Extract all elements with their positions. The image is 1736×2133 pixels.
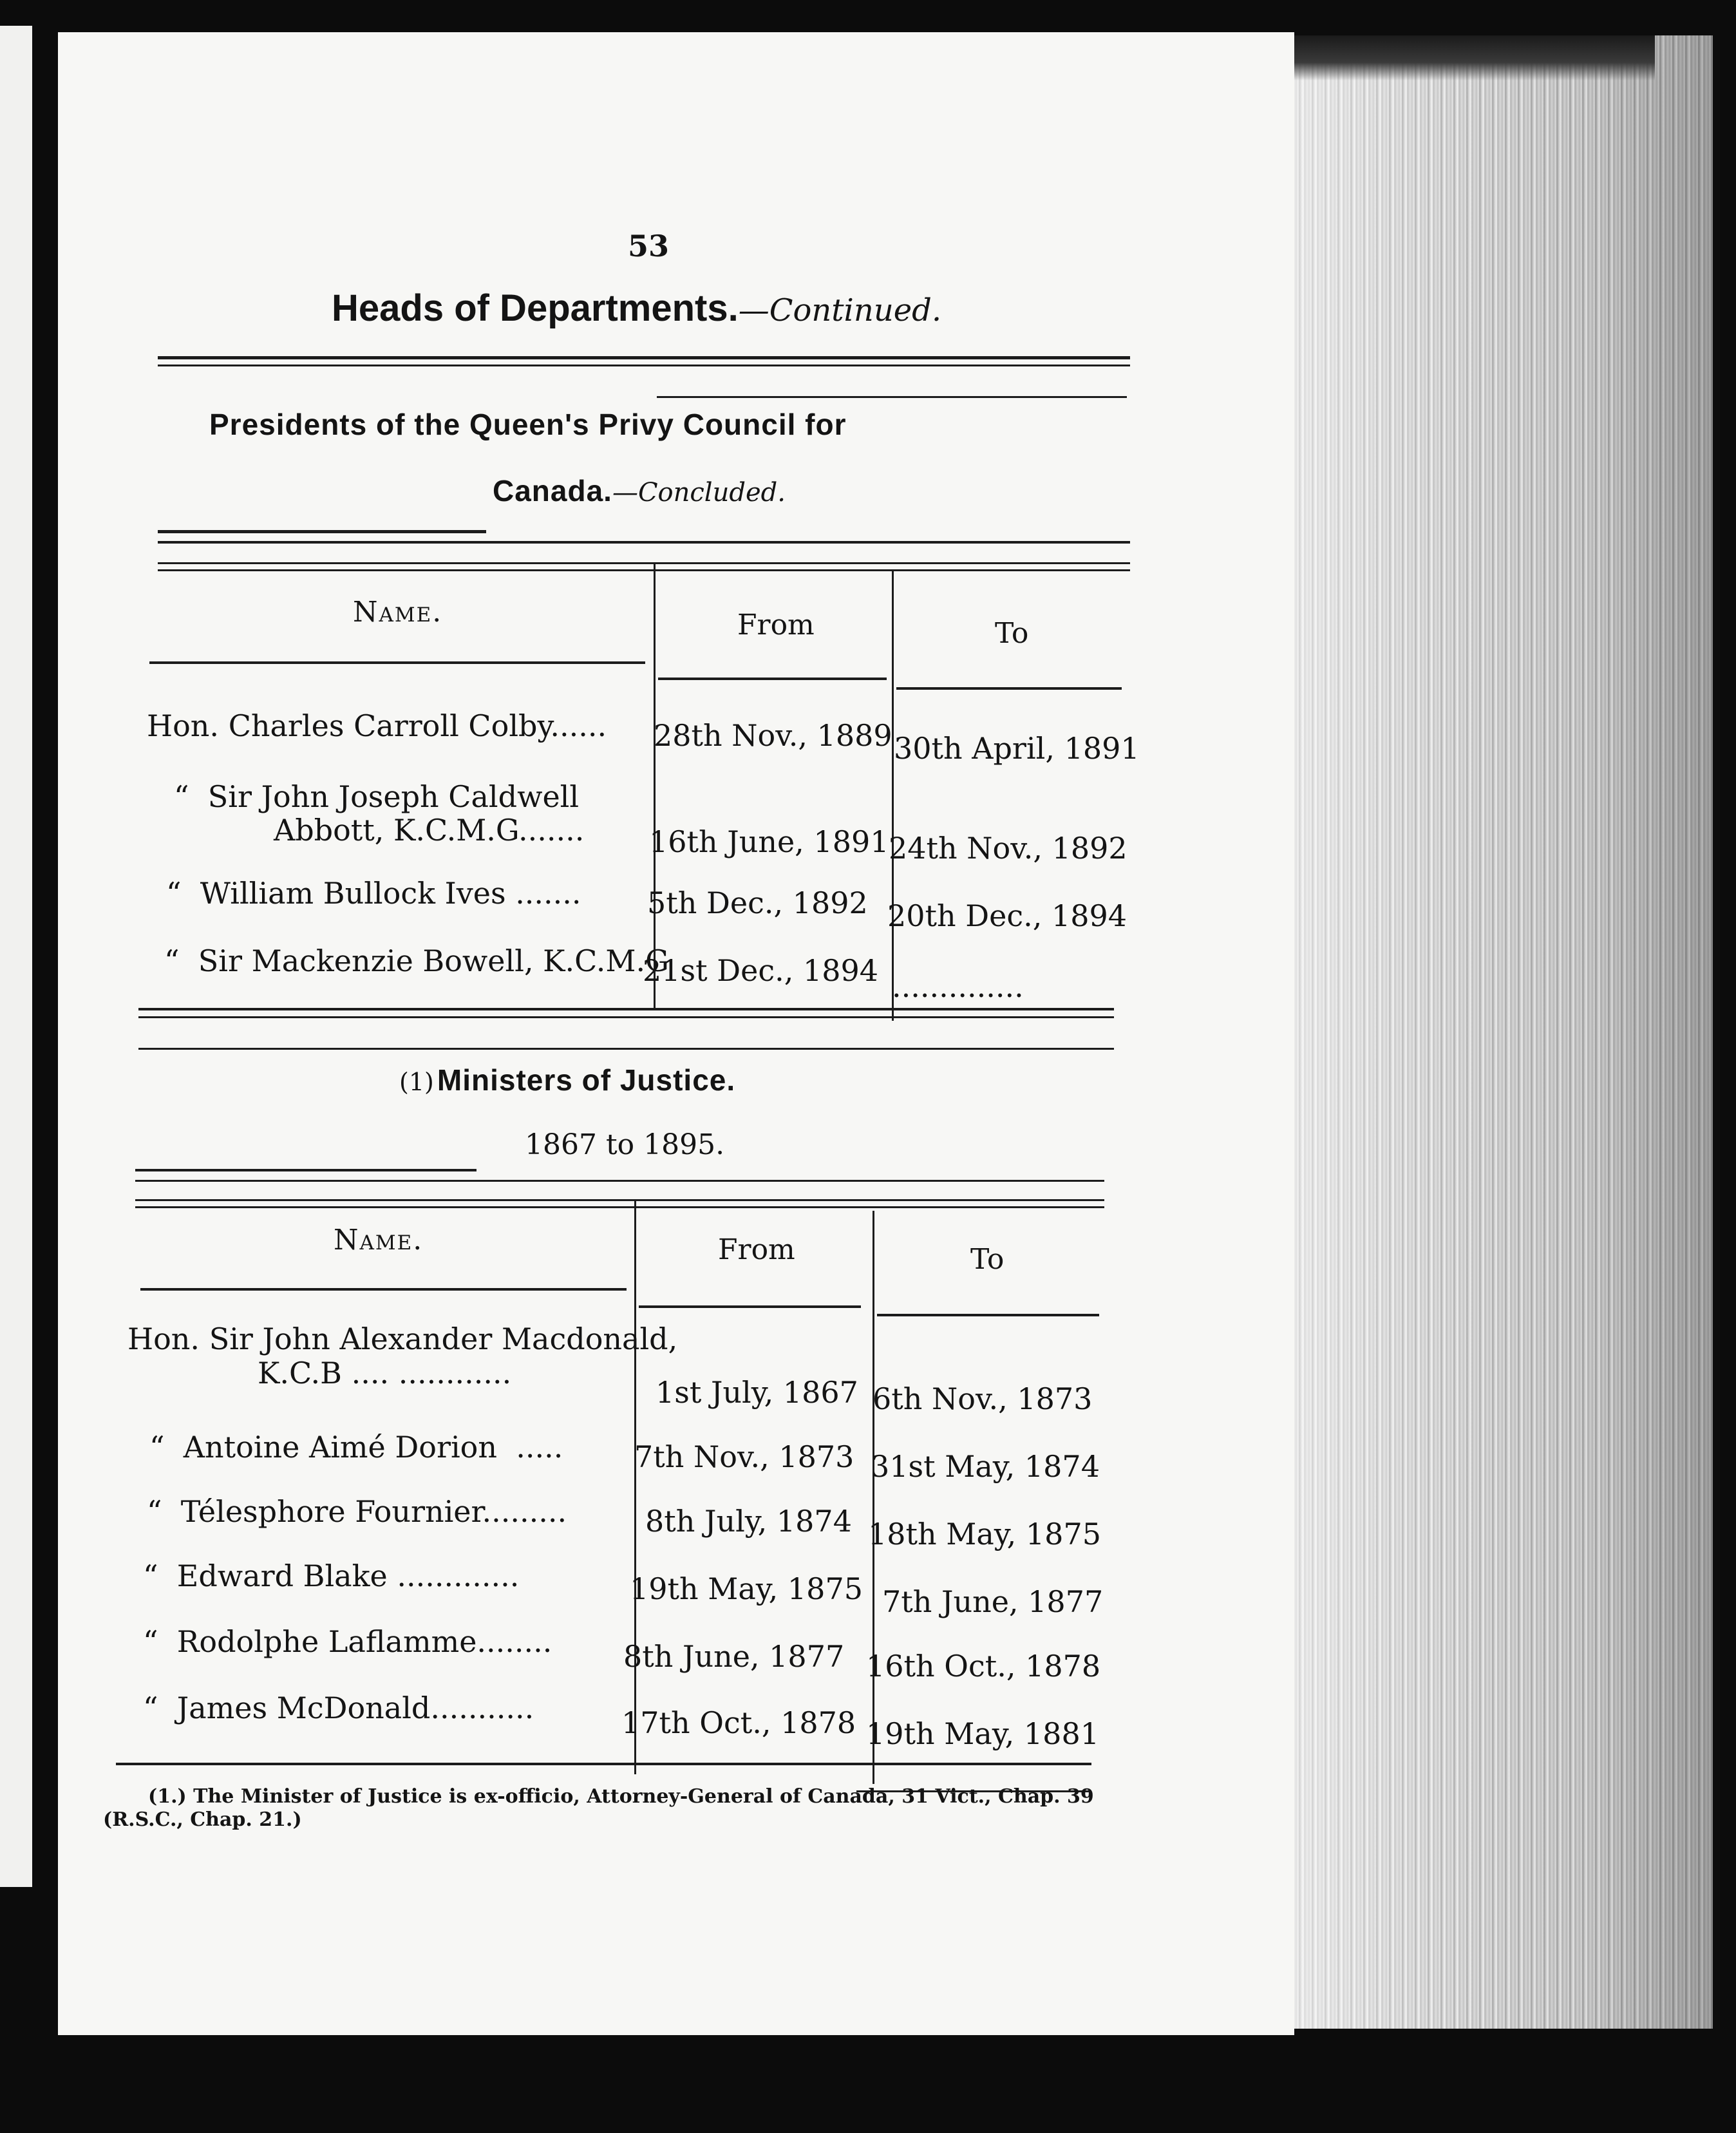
row-from: 8th June, 1877	[623, 1639, 845, 1674]
row-to: 20th Dec., 1894	[887, 898, 1127, 933]
row-to: 18th May, 1875	[868, 1517, 1101, 1551]
row-from: 8th July, 1874	[645, 1504, 852, 1539]
double-rule-top	[158, 356, 1130, 359]
row-leader: .............	[397, 1559, 520, 1593]
row-name: Charles Carroll Colby	[228, 708, 551, 743]
justice-bottom-rule	[116, 1763, 1091, 1765]
row-name: Sir John Joseph Caldwell	[207, 779, 580, 814]
row-to: 16th Oct., 1878	[866, 1649, 1101, 1683]
presidents-header-rule-from	[658, 678, 887, 680]
presidents-header-rule-to	[896, 687, 1122, 690]
row-from: 19th May, 1875	[630, 1571, 863, 1606]
presidents-bottom-rule-a	[138, 1008, 1114, 1010]
running-head	[332, 287, 941, 330]
presidents-rule-d	[158, 569, 1130, 571]
table-row	[174, 779, 579, 814]
row-prefix: “	[147, 1494, 162, 1529]
table-row-continuation	[258, 1356, 511, 1390]
presidents-title-suffix: —Concluded.	[612, 478, 786, 507]
row-leader: .......	[515, 876, 581, 911]
row-leader: ........	[476, 1624, 552, 1659]
presidents-bottom-rule-c	[138, 1048, 1114, 1050]
row-prefix: Hon.	[127, 1322, 200, 1356]
row-name: Télesphore Fournier	[180, 1494, 482, 1529]
row-prefix: “	[143, 1624, 158, 1659]
row-prefix: “	[164, 943, 180, 978]
justice-header-rule-name	[140, 1288, 627, 1291]
table-row	[127, 1322, 677, 1356]
presidents-rule-b	[158, 541, 1130, 544]
justice-header-rule-from	[639, 1305, 861, 1308]
row-to: 6th Nov., 1873	[873, 1381, 1093, 1416]
presidents-title: Presidents of the Queen's Privy Council for	[209, 408, 847, 441]
justice-header-from: From	[718, 1233, 795, 1266]
justice-col-divider-2	[873, 1211, 874, 1784]
row-to: 31st May, 1874	[871, 1449, 1100, 1484]
row-to: 30th April, 1891	[894, 731, 1140, 766]
row-leader: .........	[482, 1494, 567, 1529]
presidents-rule-a	[158, 530, 486, 533]
presidents-header-to: To	[995, 617, 1029, 650]
justice-header-name: Name.	[334, 1224, 424, 1256]
presidents-header-name: Name.	[353, 596, 443, 629]
table-row	[147, 1494, 567, 1529]
row-to: ..............	[892, 969, 1024, 1004]
row-prefix: “	[143, 1559, 158, 1593]
page-block-shadow	[1294, 35, 1655, 81]
table-row	[149, 1430, 563, 1465]
presidents-bottom-rule-b	[138, 1016, 1114, 1018]
row-prefix: “	[149, 1430, 165, 1465]
row-name: William Bullock Ives	[200, 876, 506, 911]
justice-rule-d	[135, 1206, 1104, 1208]
row-from: 1st July, 1867	[656, 1375, 858, 1410]
row-to: 19th May, 1881	[866, 1716, 1099, 1751]
row-name: Sir Mackenzie Bowell, K.C.M.G	[198, 943, 669, 978]
table-row	[143, 1624, 552, 1659]
row-leader: .......	[518, 813, 585, 848]
justice-header-to: To	[970, 1243, 1005, 1276]
justice-rule-a	[135, 1169, 476, 1171]
justice-header-rule-to	[877, 1314, 1099, 1316]
row-prefix: “	[166, 876, 182, 911]
table-row-continuation	[274, 813, 584, 848]
page-block-edges	[1294, 35, 1713, 2029]
row-from: 5th Dec., 1892	[647, 886, 868, 920]
row-prefix: “	[174, 779, 189, 814]
running-head-title: Heads of Departments.	[332, 287, 739, 329]
row-name: James McDonald	[176, 1691, 431, 1725]
row-name: Sir John Alexander Macdonald,	[209, 1322, 678, 1356]
presidents-rule-c	[158, 562, 1130, 564]
row-prefix: “	[143, 1691, 158, 1725]
justice-rule-b	[135, 1180, 1104, 1182]
row-from: 28th Nov., 1889	[654, 718, 892, 753]
presidents-header-from: From	[737, 609, 815, 641]
justice-title	[399, 1063, 735, 1097]
row-name: Edward Blake	[176, 1559, 388, 1593]
row-name: Rodolphe Laflamme	[176, 1624, 477, 1659]
row-leader: ......	[550, 708, 607, 743]
row-name: Antoine Aimé Dorion	[183, 1430, 497, 1465]
row-name-continued: Abbott, K.C.M.G	[274, 813, 519, 848]
row-to: 24th Nov., 1892	[889, 831, 1127, 866]
row-name-continued: K.C.B	[258, 1356, 342, 1390]
table-row	[143, 1691, 534, 1725]
row-leader: ...........	[430, 1691, 534, 1725]
table-row	[164, 943, 669, 978]
presidents-col-divider-2	[892, 570, 894, 1021]
row-from: 7th Nov., 1873	[634, 1439, 854, 1474]
row-from: 17th Oct., 1878	[621, 1705, 856, 1740]
presidents-header-rule-name	[149, 661, 645, 664]
justice-years: 1867 to 1895.	[525, 1128, 725, 1161]
presidents-title-2	[493, 473, 786, 508]
row-leader: .....	[516, 1430, 563, 1465]
row-from: 21st Dec., 1894	[643, 953, 879, 988]
justice-rule-c	[135, 1199, 1104, 1201]
row-to: 7th June, 1877	[882, 1584, 1104, 1619]
footnote-line-2: (R.S.C., Chap. 21.)	[103, 1808, 302, 1831]
running-head-continued: —Continued.	[738, 292, 942, 328]
row-prefix: Hon.	[147, 708, 220, 743]
table-row	[147, 708, 607, 743]
page-number: 53	[628, 229, 670, 263]
single-rule	[657, 396, 1127, 398]
footnote-marker: (1)	[399, 1068, 434, 1096]
row-leader: .... ............	[351, 1356, 512, 1390]
presidents-col-divider-1	[654, 564, 656, 1009]
row-from: 16th June, 1891	[649, 824, 889, 859]
presidents-title-country: Canada.	[493, 474, 612, 507]
table-row	[143, 1559, 519, 1593]
facing-page-edge	[0, 26, 32, 1887]
table-row	[166, 876, 581, 911]
justice-title-text: Ministers of Justice.	[437, 1063, 736, 1097]
justice-col-divider-1	[634, 1201, 636, 1774]
footnote-line-1: (1.) The Minister of Justice is ex-officio, Attorney-General of Canada, 31 Vict., Chap. 39	[148, 1785, 1094, 1808]
double-rule-top-thin	[158, 365, 1130, 366]
